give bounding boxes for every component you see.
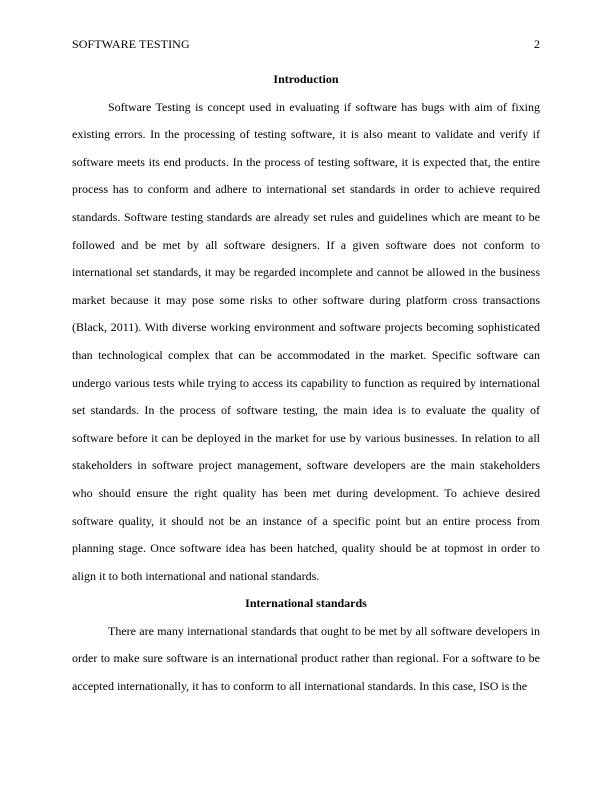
page-number: 2 xyxy=(534,37,540,51)
section-heading-international-standards: International standards xyxy=(245,596,367,611)
paragraph-introduction: Software Testing is concept used in evaluating if software has bugs with aim of fixing existing errors. In the processing of testing software, it is also meant to validate and verify if software meets its end products. In the process of testing software, it is expected that, the entire process has to conform and adhere to international set standards in order to achieve required standards. Software testing standards are already set rules and guidelines which are meant to be followed and be met by all software designers. If a given software does not conform to international set standards, it may be regarded incomplete and cannot be allowed in the business market because it may pose some risks to other software during platform cross transactions (Black, 2011). With diverse working environment and software projects becoming sophisticated than technological complex that can be accommodated in the market. Specific software can undergo various tests while trying to access its capability to function as required by international set standards. In the process of software testing, the main idea is to evaluate the quality of software before it can be deployed in the market for use by various businesses. In relation to all stakeholders in software project management, software developers are the main stakeholders who should ensure the right quality has been met during development. To achieve desired software quality, it should not be an instance of a specific point but an entire process from planning stage. Once software idea has been hatched, quality should be at topmost in order to align it to both international and national standards. xyxy=(72,99,540,583)
paragraph-international-standards: There are many international standards that ought to be met by all software developers in order to make sure software is an international product rather than regional. For a software to be accepted internationally, it has to conform to all international standards. In this case, ISO is the xyxy=(72,623,540,694)
document-body xyxy=(72,66,540,701)
running-head: SOFTWARE TESTING xyxy=(72,37,190,51)
section-heading-introduction: Introduction xyxy=(273,72,339,86)
